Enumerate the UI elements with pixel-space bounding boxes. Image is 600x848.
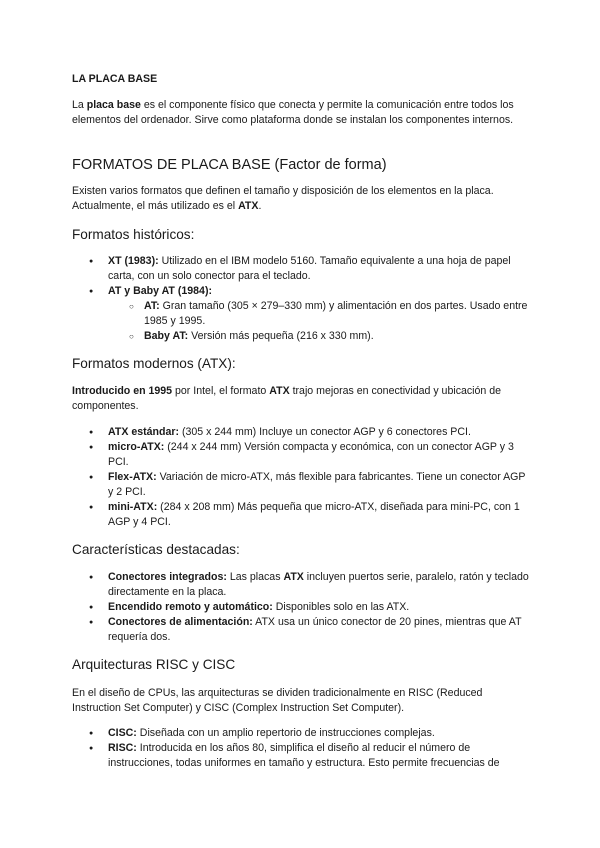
- list-item: ● ATX estándar: (305 x 244 mm) Incluye un conector AGP y 6 conectores PCI.: [72, 425, 532, 440]
- caracteristicas-list: [72, 570, 532, 645]
- list-item-conectores: ● Conectores integrados: Las placas ATX incluyen puertos serie, paralelo, ratón y teclado directamente en la placa.: [72, 570, 532, 600]
- list-item: ● mini-ATX: (284 x 208 mm) Más pequeña que micro-ATX, diseñada para mini-PC, con 1 AGP y 4 PCI.: [72, 500, 532, 530]
- historicos-list: [72, 254, 532, 344]
- list-item-cisc: ● CISC: Diseñada con un amplio repertorio de instrucciones complejas.: [72, 726, 532, 741]
- doc-title: LA PLACA BASE: [72, 73, 158, 85]
- list-item-at: ● AT y Baby AT (1984):: [72, 284, 532, 299]
- sub-item-baby-at: ○ Baby AT: Versión más pequeña (216 x 330 mm).: [72, 329, 532, 344]
- list-item-risc: ● RISC: Introducida en los años 80, simplifica el diseño al reducir el número de instrucciones, todas uniformes en tamaño y estructura. Esto permite frecuencias de: [72, 741, 532, 771]
- modernos-list: [72, 425, 532, 530]
- modernos-intro: Introducido en 1995 por Intel, el formato ATX trajo mejoras en conectividad y ubicación de componentes.: [72, 385, 502, 412]
- modernos-heading: Formatos modernos (ATX):: [72, 356, 236, 371]
- formatos-heading: FORMATOS DE PLACA BASE (Factor de forma): [72, 157, 387, 173]
- list-item: ● micro-ATX: (244 x 244 mm) Versión compacta y económica, con un conector AGP y 3 PCI.: [72, 440, 532, 470]
- sub-item-at: ○ AT: Gran tamaño (305 × 279–330 mm) y alimentación en dos partes. Usado entre 1985 y 1995.: [72, 299, 532, 329]
- formatos-paragraph: Existen varios formatos que definen el tamaño y disposición de los elementos en la placa. Actualmente, el más utilizado es el ATX.: [72, 185, 494, 212]
- arquitecturas-list: [72, 726, 532, 771]
- arquitecturas-paragraph: En el diseño de CPUs, las arquitecturas se dividen tradicionalmente en RISC (Reduced Instruction Set Computer) y CISC (Complex Instruction Set Computer).: [72, 687, 483, 714]
- caracteristicas-heading: Características destacadas:: [72, 542, 240, 557]
- list-item-xt: ● XT (1983): Utilizado en el IBM modelo 5160. Tamaño equivalente a una hoja de papel carta, con un solo conector para el teclado.: [72, 254, 532, 284]
- intro-paragraph: La placa base es el componente físico que conecta y permite la comunicación entre todos los elementos del ordenador. Sirve como plataforma donde se instalan los componentes internos.: [72, 99, 514, 126]
- list-item-encendido: ● Encendido remoto y automático: Disponibles solo en las ATX.: [72, 600, 532, 615]
- list-item-alimentacion: ● Conectores de alimentación: ATX usa un único conector de 20 pines, mientras que AT requería dos.: [72, 615, 532, 645]
- list-item: ● Flex-ATX: Variación de micro-ATX, más flexible para fabricantes. Tiene un conector AGP y 2 PCI.: [72, 470, 532, 500]
- historicos-heading: Formatos históricos:: [72, 227, 195, 242]
- arquitecturas-heading: Arquitecturas RISC y CISC: [72, 657, 236, 672]
